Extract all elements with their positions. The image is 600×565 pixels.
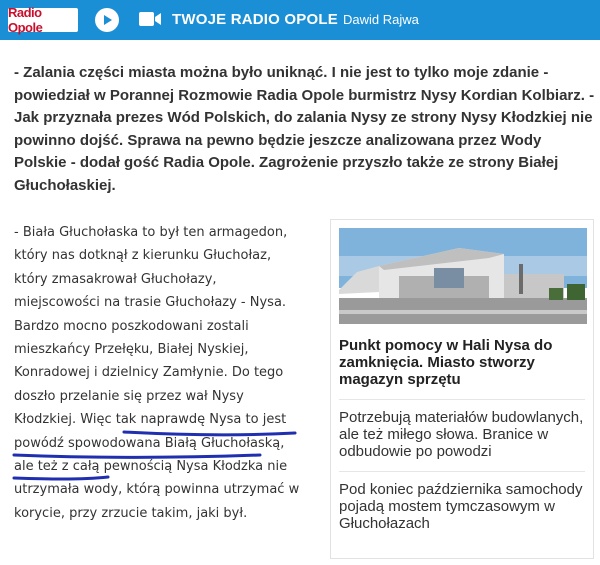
related-article-2[interactable]: Pod koniec października samochody pojadą mostem tymczasowym w Głuchołazach: [339, 481, 583, 532]
article-lead: - Zalania części miasta można było uniknąć. I nie jest to tylko moje zdanie - powiedział w Porannej Rozmowie Radia Opole burmistrz Nysy Kordian Kolbiarz. - Jak przyznała prezes Wód Polskich, do zalania Nysy ze strony Nysy Kłodzkiej nie powinno dojść. Sprawa na pewno będzie jeszcze analizowana przez Wody Polskie - dodał gość Radia Opole. Zagrożenie przyszło także ze strony Białej Głuchołaskiej.: [14, 64, 595, 194]
play-button[interactable]: [95, 8, 119, 32]
host-name: Dawid Rajwa: [343, 12, 419, 27]
hala-nysa-photo[interactable]: [339, 228, 587, 324]
play-icon: [101, 14, 113, 26]
video-camera-icon[interactable]: [138, 10, 162, 28]
body-text-rest: , ale też z całą pewnością Nysa Kłodzka nie utrzymała wody, którą powinna utrzymać w korycie, przy zrzucie takim, jaki był.: [14, 435, 300, 521]
body-text-intro: - Biała Głuchołaska to był ten armagedon, który nas dotknął z kierunku Głuchołaz, który zmasakrował Głuchołazy, miejscowości na trasie Głuchołazy - Nysa. Bardzo mocno poszkodowani zostali mieszkańcy Przełęku, Białej Nyskiej, Konradowej i dzielnicy Zamłynie. Do tego doszło przelanie się przez wał Nysy Kłodzkiej.: [14, 225, 288, 428]
highlighted-quote: Więc tak naprawdę Nysa to jest powódź spowodowana Białą Głuchołaską: [14, 412, 287, 451]
featured-article-title[interactable]: Punkt pomocy w Hali Nysa do zamknięcia. Miasto stworzy magazyn sprzętu: [339, 337, 553, 388]
related-articles-sidebar: [330, 219, 594, 559]
article-body: [14, 221, 304, 525]
top-bar: [0, 0, 600, 40]
logo-text: Radio Opole: [8, 5, 43, 35]
related-article-1[interactable]: Potrzebują materiałów budowlanych, ale też miłego słowa. Branice w odbudowie po powodzi: [339, 409, 584, 460]
radio-opole-logo[interactable]: [8, 5, 78, 35]
sidebar-divider: [339, 471, 585, 472]
station-title[interactable]: TWOJE RADIO OPOLE: [172, 11, 338, 28]
sidebar-divider: [339, 399, 585, 400]
